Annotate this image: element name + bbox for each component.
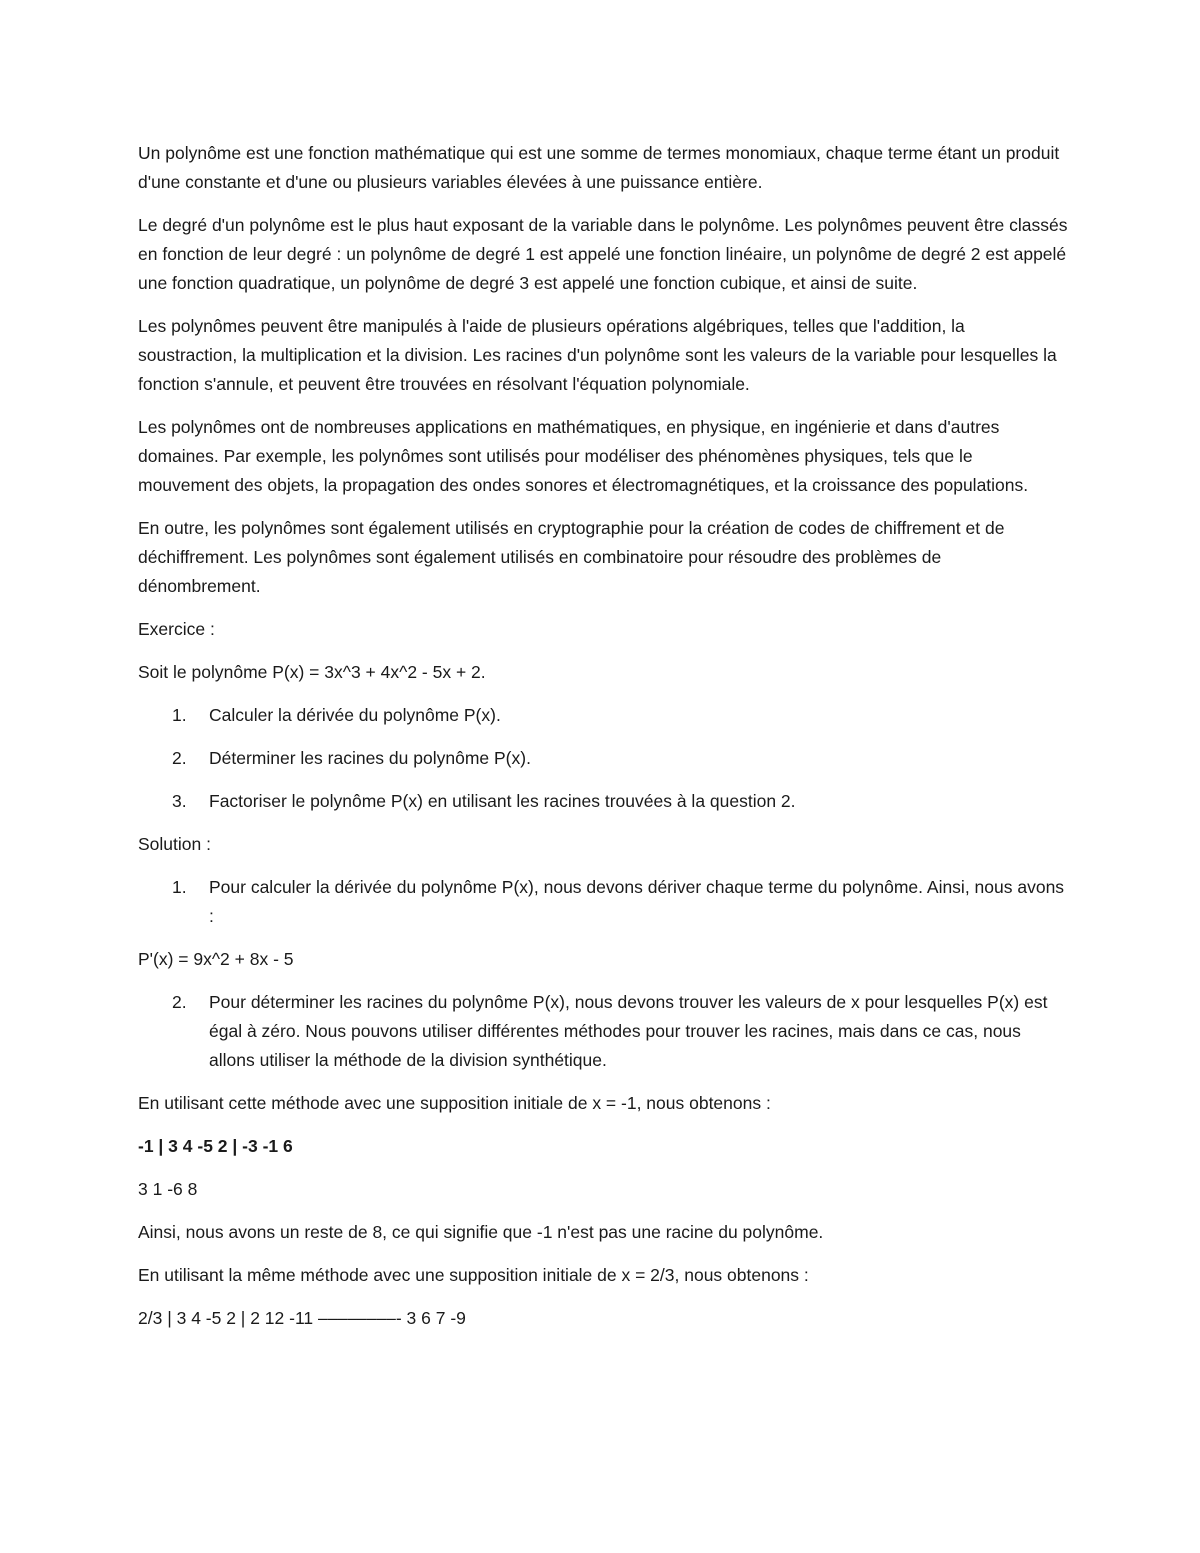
solution-step [138, 988, 1068, 1075]
solution-label: Solution : [138, 834, 211, 854]
solution-step-text: Pour déterminer les racines du polynôme P(x), nous devons trouver les valeurs de x pour lesquelles P(x) est égal à zéro. Nous pouvons utiliser différentes méthodes pour trouver les racines, mais dans ce cas, nous allons utiliser la méthode de la division synthétique. [209, 992, 1048, 1070]
intro-paragraph-operations: Les polynômes peuvent être manipulés à l'aide de plusieurs opérations algébriques, telles que l'addition, la soustraction, la multiplication et la division. Les racines d'un polynôme sont les valeurs de la variable pour lesquelles la fonction s'annule, et peuvent être trouvées en résolvant l'équation polynomiale. [138, 316, 1057, 394]
question-text: Calculer la dérivée du polynôme P(x). [209, 705, 501, 725]
exercise-question-list [138, 701, 1068, 816]
guess1-division: -1 | 3 4 -5 2 | -3 -1 6 [138, 1136, 293, 1156]
question-text: Factoriser le polynôme P(x) en utilisant les racines trouvées à la question 2. [209, 791, 796, 811]
intro-paragraph-applications: Les polynômes ont de nombreuses applications en mathématiques, en physique, en ingénierie et dans d'autres domaines. Par exemple, les polynômes sont utilisés pour modéliser des phénomènes physiques, tels que le mouvement des objets, la propagation des ondes sonores et électromagnétiques, et la croissance des populations. [138, 417, 1029, 495]
list-number: 1. [172, 705, 187, 725]
list-number: 2. [172, 992, 187, 1012]
intro-paragraph-definition: Un polynôme est une fonction mathématique qui est une somme de termes monomiaux, chaque terme étant un produit d'une constante et d'une ou plusieurs variables élevées à une puissance entière. [138, 143, 1060, 192]
list-number: 3. [172, 791, 187, 811]
list-number: 2. [172, 748, 187, 768]
solution-step-text: Pour calculer la dérivée du polynôme P(x), nous devons dériver chaque terme du polynôme. Ainsi, nous avons : [209, 877, 1065, 926]
derivative-formula: P'(x) = 9x^2 + 8x - 5 [138, 949, 294, 969]
exercise-question [138, 787, 1068, 816]
guess2-intro: En utilisant la même méthode avec une supposition initiale de x = 2/3, nous obtenons : [138, 1265, 809, 1285]
exercise-question [138, 744, 1068, 773]
solution-step-list-1 [138, 873, 1068, 931]
guess2-division: 2/3 | 3 4 -5 2 | 2 12 -11 ––––––––- 3 6 7 -9 [138, 1308, 466, 1328]
document-body [138, 139, 1068, 1347]
exercise-label: Exercice : [138, 619, 215, 639]
question-text: Déterminer les racines du polynôme P(x). [209, 748, 531, 768]
exercise-statement: Soit le polynôme P(x) = 3x^3 + 4x^2 - 5x + 2. [138, 662, 486, 682]
list-number: 1. [172, 877, 187, 897]
intro-paragraph-degree: Le degré d'un polynôme est le plus haut exposant de la variable dans le polynôme. Les polynômes peuvent être classés en fonction de leur degré : un polynôme de degré 1 est appelé une fonction linéaire, un polynôme de degré 2 est appelé une fonction quadratique, un polynôme de degré 3 est appelé une fonction cubique, et ainsi de suite. [138, 215, 1068, 293]
exercise-question [138, 701, 1068, 730]
guess1-result: 3 1 -6 8 [138, 1179, 198, 1199]
solution-step [138, 873, 1068, 931]
solution-step-list-2 [138, 988, 1068, 1075]
guess1-conclusion: Ainsi, nous avons un reste de 8, ce qui signifie que -1 n'est pas une racine du polynôme. [138, 1222, 824, 1242]
guess1-intro: En utilisant cette méthode avec une supposition initiale de x = -1, nous obtenons : [138, 1093, 771, 1113]
intro-paragraph-cryptography: En outre, les polynômes sont également utilisés en cryptographie pour la création de codes de chiffrement et de déchiffrement. Les polynômes sont également utilisés en combinatoire pour résoudre des problèmes de dénombrement. [138, 518, 1005, 596]
